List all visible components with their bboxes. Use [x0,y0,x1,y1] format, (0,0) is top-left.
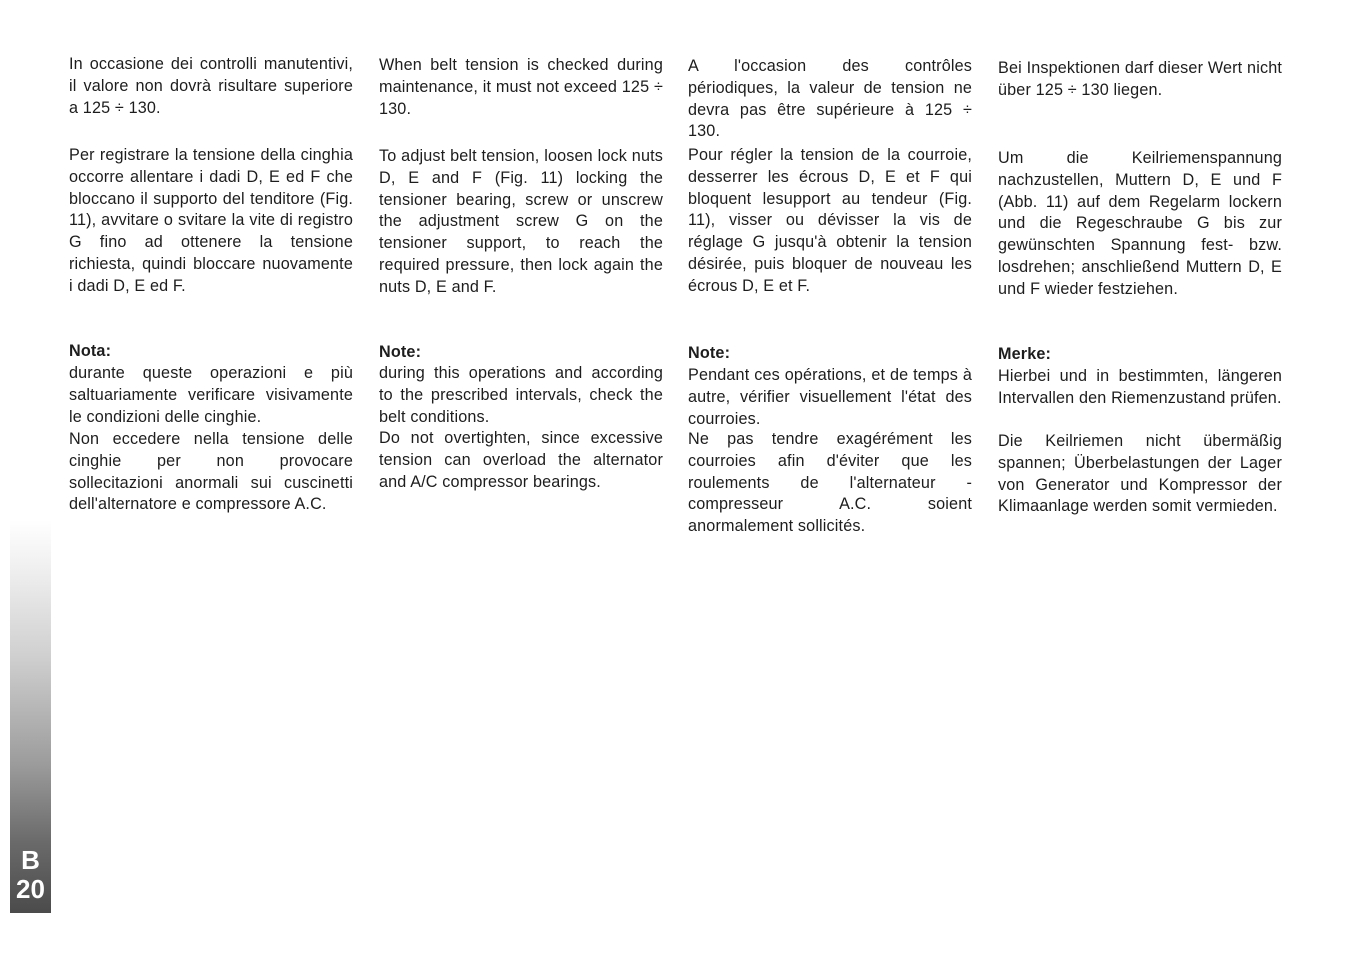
note-heading: Note: [688,344,731,362]
note-text: durante queste operazioni e più saltuariamente verificare visivamente le condizioni delle cinghie. [69,364,353,426]
paragraph-adjustment: To adjust belt tension, loosen lock nuts D, E and F (Fig. 11) locking the tensioner bearing, screw or unscrew the adjustment screw G on the tensioner support, to reach the required pressure, then lock again the nuts D, E and F. [379,147,663,296]
note-text: Hierbei und in bestimmten, längeren Intervallen den Riemenzustand prüfen. [998,367,1282,407]
note-warning: Do not overtighten, since excessive tension can overload the alternator and A/C compressor bearings. [379,429,663,491]
paragraph-adjustment: Pour régler la tension de la courroie, desserrer les écrous D, E et F qui bloquent lesupport au tendeur (Fig. 11), visser ou dévisser la vis de réglage G jusqu'à obtenir la tension désirée, puis bloquer de nouveau les écrous D, E et F. [688,146,972,295]
note-warning: Non eccedere nella tensione delle cinghie per non provocare sollecitazioni anormali sui cuscinetti dell'alternatore e compressore A.C. [69,430,353,514]
paragraph-intro: Bei Inspektionen darf dieser Wert nicht über 125 ÷ 130 liegen. [998,59,1282,99]
note-warning: Ne pas tendre exagérément les courroies afin d'éviter que les roulements de l'alternateur - compresseur A.C. soient anormalement sollicités. [688,430,972,536]
note-text: during this operations and according to the prescribed intervals, check the belt conditions. [379,364,663,426]
paragraph-intro: In occasione dei controlli manutentivi, il valore non dovrà risultare superiore a 125 ÷ 130. [69,55,353,117]
paragraph-intro: When belt tension is checked during maintenance, it must not exceed 125 ÷ 130. [379,56,663,118]
paragraph-adjustment: Per registrare la tensione della cinghia occorre allentare i dadi D, E ed F che bloccano il supporto del tenditore (Fig. 11), avvitare o svitare la vite di registro G fino ad ottenere la tensione richiesta, quindi bloccare nuovamente i dadi D, E ed F. [69,146,353,295]
section-letter: B [21,845,40,875]
note-text: Pendant ces opérations, et de temps à autre, vérifier visuellement l'état des courroies. [688,366,972,428]
note-heading: Merke: [998,345,1052,363]
note-heading: Note: [379,343,422,361]
paragraph-intro: A l'occasion des contrôles périodiques, la valeur de tension ne devra pas être supérieure à 125 ÷ 130. [688,57,972,141]
page-number: 20 [16,874,45,904]
note-warning: Die Keilriemen nicht übermäßig spannen; Überbelastungen der Lager von Generator und Kompressor der Klimaanlage werden somit vermieden. [998,432,1282,516]
paragraph-adjustment: Um die Keilriemenspannung nachzustellen, Muttern D, E und F (Abb. 11) auf dem Regelarm lockern und die Regeschraube G bis zur gewünschten Spannung fest- bzw. losdrehen; anschließend Muttern D, E und F wieder festziehen. [998,149,1282,298]
note-heading: Nota: [69,342,112,360]
